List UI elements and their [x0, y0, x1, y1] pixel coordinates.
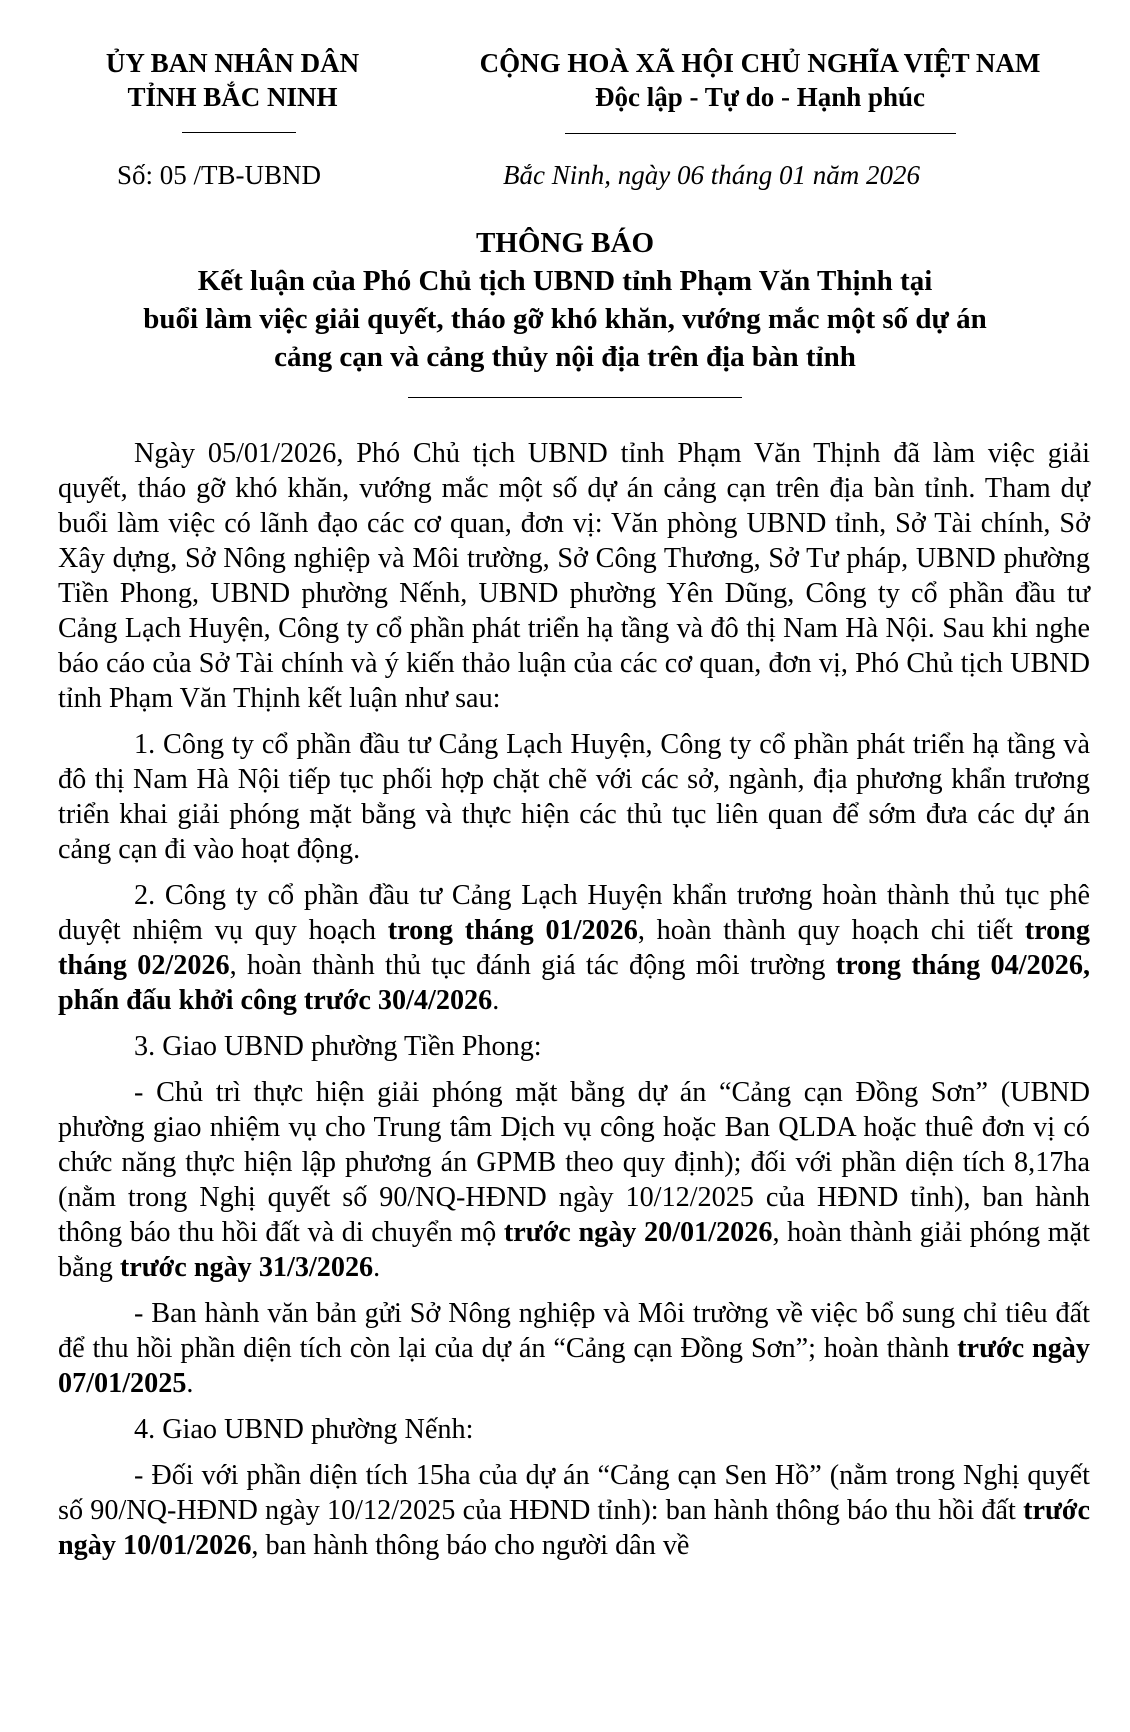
deadline-text: trước ngày 07/01/2025 [58, 1333, 1090, 1399]
title-underline [408, 397, 742, 398]
conclusion-item-3a: - Chủ trì thực hiện giải phóng mặt bằng dự án “Cảng cạn Đồng Sơn” (UBND phường giao nhiệm vụ cho Trung tâm Dịch vụ công hoặc Ban QLDA hoặc thuê đơn vị có chức năng thực hiện lập phương án GPMB theo quy định); đối với phần diện tích 8,17ha (nằm trong Nghị quyết số 90/NQ-HĐND ngày 10/12/2025 của HĐND tỉnh), ban hành thông báo thu hồi đất và di chuyển mộ trước ngày 20/01/2026, hoàn thành giải phóng mặt bằng trước ngày 31/3/2026. [58, 1077, 1090, 1283]
document-date: Bắc Ninh, ngày 06 tháng 01 năm 2026 [503, 160, 920, 190]
intro-paragraph: Ngày 05/01/2026, Phó Chủ tịch UBND tỉnh Phạm Văn Thịnh đã làm việc giải quyết, tháo gỡ khó khăn, vướng mắc một số dự án cảng cạn trên địa bàn tỉnh. Tham dự buổi làm việc có lãnh đạo các cơ quan, đơn vị: Văn phòng UBND tỉnh, Sở Tài chính, Sở Xây dựng, Sở Nông nghiệp và Môi trường, Sở Công Thương, Sở Tư pháp, UBND phường Tiền Phong, UBND phường Nếnh, UBND phường Yên Dũng, Công ty cổ phần đầu tư Cảng Lạch Huyện, Công ty cổ phần phát triển hạ tầng và đô thị Nam Hà Nội. Sau khi nghe báo cáo của Sở Tài chính và ý kiến thảo luận của các cơ quan, đơn vị, Phó Chủ tịch UBND tỉnh Phạm Văn Thịnh kết luận như sau: [58, 438, 1090, 714]
document-body [58, 436, 1090, 1567]
conclusion-item-3b: - Ban hành văn bản gửi Sở Nông nghiệp và Môi trường về việc bổ sung chỉ tiêu đất để thu hồi phần diện tích còn lại của dự án “Cảng cạn Đồng Sơn”; hoàn thành trước ngày 07/01/2025. [58, 1298, 1090, 1399]
deadline-text: trong tháng 01/2026 [387, 915, 638, 946]
deadline-text: trong tháng 04/2026, phấn đấu khởi công trước 30/4/2026 [58, 950, 1090, 1016]
issuer-line-2: TỈNH BẮC NINH [127, 82, 338, 112]
issuer-underline [182, 132, 296, 133]
conclusion-item-2: 2. Công ty cổ phần đầu tư Cảng Lạch Huyện khẩn trương hoàn thành thủ tục phê duyệt nhiệm vụ quy hoạch trong tháng 01/2026, hoàn thành quy hoạch chi tiết trong tháng 02/2026, hoàn thành thủ tục đánh giá tác động môi trường trong tháng 04/2026, phấn đấu khởi công trước 30/4/2026. [58, 880, 1090, 1016]
conclusion-item-4-heading: 4. Giao UBND phường Nếnh: [134, 1414, 474, 1445]
conclusion-item-1: 1. Công ty cổ phần đầu tư Cảng Lạch Huyện, Công ty cổ phần phát triển hạ tầng và đô thị Nam Hà Nội tiếp tục phối hợp chặt chẽ với các sở, ngành, địa phương khẩn trương triển khai giải phóng mặt bằng và thực hiện các thủ tục liên quan để sớm đưa các dự án cảng cạn đi vào hoạt động. [58, 729, 1090, 865]
document-number: Số: 05 /TB-UBND [117, 160, 322, 190]
national-title: CỘNG HOÀ XÃ HỘI CHỦ NGHĨA VIỆT NAM [479, 48, 1041, 78]
issuer-block [75, 46, 390, 114]
notice-subtitle-line-3: cảng cạn và cảng thủy nội địa trên địa bàn tỉnh [274, 341, 856, 373]
national-motto-block [440, 46, 1080, 114]
notice-subtitle-line-1: Kết luận của Phó Chủ tịch UBND tỉnh Phạm Văn Thịnh tại [197, 265, 933, 297]
notice-title-block [0, 224, 1130, 376]
deadline-text: trước ngày 20/01/2026 [503, 1217, 773, 1248]
national-motto: Độc lập - Tự do - Hạnh phúc [594, 82, 926, 112]
deadline-text: trước ngày 31/3/2026 [119, 1252, 374, 1283]
conclusion-item-4a: - Đối với phần diện tích 15ha của dự án “Cảng cạn Sen Hồ” (nằm trong Nghị quyết số 90/NQ-HĐND ngày 10/12/2025 của HĐND tỉnh): ban hành thông báo thu hồi đất trước ngày 10/01/2026, ban hành thông báo cho người dân về [58, 1460, 1090, 1561]
motto-underline [565, 133, 956, 134]
notice-title: THÔNG BÁO [475, 227, 655, 259]
deadline-text: trong tháng 02/2026 [58, 915, 1090, 981]
conclusion-item-3-heading: 3. Giao UBND phường Tiền Phong: [134, 1031, 542, 1062]
notice-subtitle-line-2: buổi làm việc giải quyết, tháo gỡ khó khăn, vướng mắc một số dự án [143, 303, 987, 335]
issuer-line-1: ỦY BAN NHÂN DÂN [105, 48, 360, 78]
deadline-text: trước ngày 10/01/2026 [58, 1495, 1090, 1561]
